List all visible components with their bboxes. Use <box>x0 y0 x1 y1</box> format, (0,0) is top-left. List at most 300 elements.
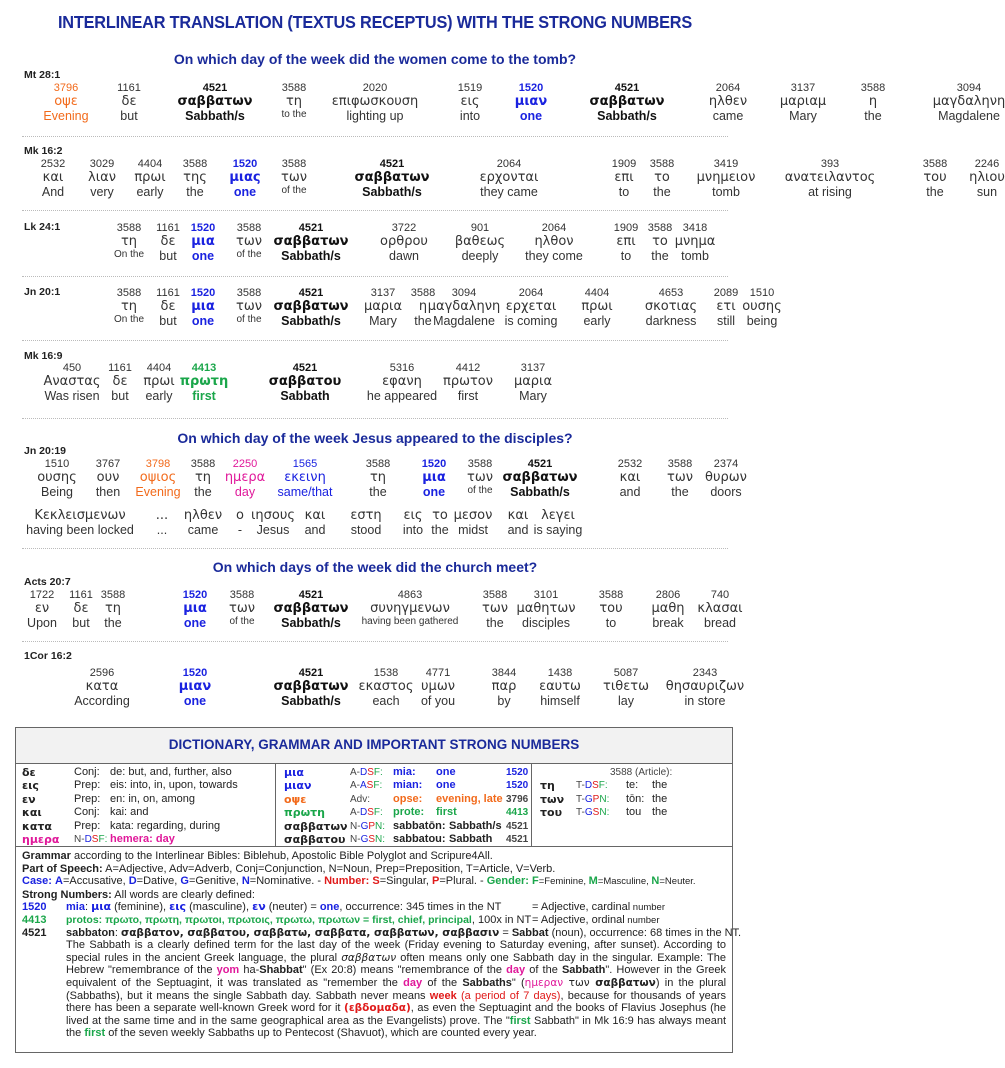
strong-number: 4521 <box>202 82 228 94</box>
greek-word: (εβδομαδα) <box>344 1002 411 1015</box>
strong-number: 2532 <box>40 158 66 170</box>
english-word: but <box>72 616 90 630</box>
greek-word: σαββατου <box>268 374 342 389</box>
dict-entry <box>284 779 531 792</box>
tag-case: D <box>360 767 368 778</box>
strong-number: 1161 <box>69 589 93 601</box>
english-word: to <box>618 185 630 199</box>
greek-word: των <box>667 470 693 485</box>
dict-def: hemera: day <box>110 832 175 845</box>
english-word: Magdalene <box>938 109 1000 123</box>
greek-word: η <box>868 94 878 109</box>
divider <box>22 548 728 549</box>
strong-number: 3588 <box>649 158 675 170</box>
strong-number: 2064 <box>518 287 544 299</box>
dict-word: δε <box>22 766 36 779</box>
article-heading-row <box>540 766 732 779</box>
verse-ref-mk169: Mk 16:9 <box>24 350 63 362</box>
greek-word: του <box>599 601 623 616</box>
text: : <box>84 901 92 914</box>
greek-word: και <box>507 508 529 523</box>
strong-number: 1722 <box>29 589 55 601</box>
greek-word: σαββατων <box>273 601 349 616</box>
english-word: in store <box>684 694 726 708</box>
greek-word: Κεκλεισμενων <box>34 508 126 523</box>
greek-word: σαββατων <box>273 234 349 249</box>
strong-number: 3588 <box>410 287 436 299</box>
dict-pos: Prep: <box>74 779 101 792</box>
greek-word: μια <box>191 299 215 314</box>
article-tag <box>576 779 608 792</box>
meaning: one <box>319 901 340 914</box>
english-word: one <box>233 185 257 199</box>
english-word: the <box>369 485 387 499</box>
gender-code: N <box>651 875 660 888</box>
highlight: day <box>506 964 526 977</box>
strong-number: 3588 <box>281 158 307 170</box>
text: of the <box>525 964 562 977</box>
dict-translit: sabbatou: <box>393 832 446 845</box>
english-word: the <box>414 314 432 328</box>
english-word: day <box>234 485 256 499</box>
english-word: into <box>459 109 481 123</box>
english-word: of the <box>467 485 493 496</box>
dict-entry <box>22 766 275 779</box>
number-text: =Plural. - <box>439 875 487 888</box>
strong-number: 2064 <box>715 82 741 94</box>
english-word: and <box>304 523 326 537</box>
english-word: Evening <box>135 485 181 499</box>
tag-part: A- <box>350 767 360 778</box>
dict-def: kata: regarding, during <box>110 819 221 832</box>
strong-number: 4521 <box>298 222 324 234</box>
english-word: himself <box>540 694 580 708</box>
english-word: one <box>183 616 207 630</box>
number-text: =Singular, <box>379 875 433 888</box>
grammar-line-case <box>22 875 726 889</box>
english-word: the <box>104 616 122 630</box>
dict-pos <box>74 833 107 846</box>
tag-gender: N: <box>599 793 610 805</box>
text: ". However in the Greek equivalent of the Septuagint, it was translated as "remember the <box>66 964 726 989</box>
article-def: the <box>652 806 668 819</box>
english-word: one <box>183 694 207 708</box>
dict-entry <box>22 833 275 846</box>
question-church-meet: On which days of the week did the church meet? <box>212 559 538 575</box>
strong-number: 1520 <box>518 82 544 94</box>
dict-translit: opse: <box>393 792 423 805</box>
text: , 100x in NT <box>471 913 532 926</box>
english-word: tomb <box>681 249 709 263</box>
text: , because for thousands of years there has been a separate well-known Greek word for it <box>66 989 726 1015</box>
greek-word: τη <box>120 299 138 314</box>
greek-word: τη <box>285 94 303 109</box>
case-text: =Genitive, <box>188 875 242 888</box>
english-word: Sabbath/s <box>597 109 657 123</box>
text: " (Ex 20:8) means "remembrance of the <box>302 964 507 977</box>
greek-word: σαββατων <box>273 679 349 694</box>
english-word: Was risen <box>44 389 100 403</box>
greek-word: δε <box>73 601 89 616</box>
strong-number: 3588 <box>116 287 142 299</box>
strong-number: 1565 <box>292 458 318 470</box>
greek-word: σκοτιας <box>644 299 698 314</box>
gender-code: M <box>588 875 598 888</box>
english-word: According <box>74 694 130 708</box>
greek-word: σαββατων <box>595 976 656 989</box>
strong-number: 3137 <box>370 287 396 299</box>
article-tag <box>576 806 609 819</box>
divider <box>22 276 728 277</box>
text: of the <box>422 976 463 989</box>
strong-number: 3101 <box>533 589 559 601</box>
dict-word: εις <box>22 779 39 793</box>
greek-word: του <box>923 170 947 185</box>
greek-word: ηλιου <box>969 170 1005 185</box>
english-word: but <box>159 249 177 263</box>
dict-pos: Conj: <box>74 806 100 819</box>
strong-number: 1161 <box>117 82 141 94</box>
dict-def: first <box>436 806 457 819</box>
dict-strong-number: 1520 <box>506 780 529 792</box>
strong-number: 3029 <box>89 158 115 170</box>
english-word: of the <box>236 249 262 260</box>
dict-word: οψε <box>284 792 307 806</box>
text: Sabbath" in Mk 16:9 has always meant the <box>66 1014 727 1040</box>
strong-label: Strong Numbers: <box>22 888 112 901</box>
greek-word: βαθεως <box>454 234 506 249</box>
grammar-line-strong <box>22 889 726 902</box>
english-word: is coming <box>504 314 558 328</box>
strong-number: 5316 <box>389 362 415 374</box>
english-word: Sabbath/s <box>281 314 341 328</box>
dict-tag <box>350 806 383 819</box>
strong-number: 2020 <box>362 82 388 94</box>
greek-word: παρ <box>491 679 517 694</box>
english-word: they come <box>525 249 583 263</box>
case-code: D <box>128 875 137 888</box>
strong-number: 1161 <box>108 362 132 374</box>
pos-text: A=Adjective, Adv=Adverb, Conj=Conjunction, N=Noun, Prep=Preposition, T=Article, V=Verb. <box>102 862 556 875</box>
verse-ref-acts207: Acts 20:7 <box>24 576 71 588</box>
strong-number: 3588 <box>365 458 391 470</box>
number-code: S <box>372 875 380 888</box>
grammar-notes <box>16 846 742 1040</box>
greek-word: ουσης <box>742 299 782 314</box>
strong-number: 1520 <box>190 287 216 299</box>
tag-case: G <box>360 820 369 832</box>
strong-entry-1520 <box>22 901 726 914</box>
text: = <box>499 926 512 939</box>
greek-word: μνημα <box>674 234 716 249</box>
greek-word: σαββατων <box>354 170 430 185</box>
english-word: Sabbath/s <box>281 694 341 708</box>
tag-part: A- <box>350 780 360 792</box>
tag-case: G <box>584 793 593 805</box>
strong-text: All words are clearly defined: <box>111 888 255 901</box>
english-word: having been gathered <box>361 616 459 627</box>
strong-number: 3588 <box>647 222 673 234</box>
dict-tag <box>350 793 370 806</box>
english-word: but <box>120 109 138 123</box>
dict-def: evening, late <box>436 792 503 805</box>
greek-word: μια <box>183 601 207 616</box>
greek-word: υμων <box>421 679 455 694</box>
greek-word: των <box>563 976 596 989</box>
english-word: to <box>605 616 617 630</box>
dict-strong-number: 4521 <box>506 833 529 845</box>
highlight: first <box>84 1027 106 1040</box>
grammar-line-source <box>22 850 726 863</box>
english-word: - <box>237 523 243 537</box>
article-entry <box>540 793 732 806</box>
grammar-line-pos <box>22 863 726 876</box>
text: number <box>630 902 665 914</box>
english-word: early <box>583 314 611 328</box>
text: ) in the plural (Sabbaths), but it means the single Sabbath day. Sabbath never means <box>66 976 727 1002</box>
greek-word: τη <box>104 601 122 616</box>
text: of the seven weekly Sabbaths up to Pentecost (Shavuot), which are counted every year. <box>105 1027 537 1040</box>
tag-part: T- <box>576 793 585 805</box>
greek-word: των <box>482 601 508 616</box>
strong-number: 3796 <box>53 82 79 94</box>
dict-word: εν <box>22 792 36 806</box>
english-word: Jesus <box>256 523 290 537</box>
dict-def: eis: into, in, upon, towards <box>110 779 238 792</box>
greek-word: σαββατων <box>589 94 665 109</box>
greek-word: σαββατων <box>177 94 253 109</box>
english-word: lay <box>618 694 634 708</box>
strong-number: 2064 <box>496 158 522 170</box>
highlight: Sabbath <box>561 964 606 977</box>
greek-word: εις <box>460 94 480 109</box>
tag-part: N- <box>350 833 361 845</box>
dict-word: μια <box>284 766 304 779</box>
english-word: early <box>145 389 173 403</box>
english-word: he appeared <box>366 389 438 403</box>
tag-case: D <box>84 833 92 845</box>
english-word: and <box>619 485 641 499</box>
dict-entry <box>284 793 531 806</box>
greek-word: πρωι <box>143 374 175 389</box>
english-word: one <box>519 109 543 123</box>
strong-word: protos: πρωτο, πρωτη, πρωτοι, πρωτοις, πρωτω, πρωτων = first, chief, principal <box>66 913 472 926</box>
english-word: one <box>422 485 446 499</box>
greek-word: μιαν <box>514 94 548 109</box>
tag-number: S <box>592 780 599 792</box>
strong-number: 2089 <box>713 287 739 299</box>
english-word: to <box>620 249 632 263</box>
strong-number: 4521 <box>614 82 640 94</box>
text: The Sabbath is a clearly defined term for the last day of the week (Friday evening to Saturday evening, after sunset). According to special rules in the ancient Greek language, the plural <box>66 939 726 964</box>
tag-case: G <box>360 833 369 845</box>
english-word: the <box>486 616 504 630</box>
strong-number: 1510 <box>44 458 70 470</box>
strong-number: 3588 <box>860 82 886 94</box>
greek-word: οψιος <box>139 470 177 485</box>
english-word: then <box>95 485 121 499</box>
english-word: Sabbath/s <box>281 249 341 263</box>
greek-word: εις <box>403 508 423 523</box>
strong-number: 4771 <box>425 667 451 679</box>
greek-word: επι <box>616 234 636 249</box>
dict-strong-number: 4413 <box>506 807 529 819</box>
tag-gender: F: <box>373 767 383 778</box>
english-word: Sabbath/s <box>281 616 341 630</box>
dict-strong-number: 4521 <box>506 820 529 832</box>
strong-number: 4863 <box>397 589 423 601</box>
text: " ( <box>511 976 525 989</box>
text: number <box>624 914 660 926</box>
english-word: And <box>41 185 65 199</box>
tag-gender: N: <box>375 833 386 845</box>
strong-number: 4413 <box>191 362 217 374</box>
divider <box>22 418 728 419</box>
dict-entry <box>22 779 275 792</box>
greek-word: το <box>654 170 670 185</box>
tag-gender: F: <box>598 780 608 792</box>
greek-word: σαββατων <box>273 299 349 314</box>
dict-def: one <box>436 766 456 778</box>
strong-number: 4521 <box>298 589 324 601</box>
strong-number: 3844 <box>491 667 517 679</box>
greek-word: κλασαι <box>697 601 743 616</box>
greek-word: τη <box>120 234 138 249</box>
english-word: break <box>652 616 684 630</box>
english-word: On the <box>113 249 145 260</box>
tag-number: S <box>592 807 600 819</box>
english-word: darkness <box>645 314 697 328</box>
english-word: bread <box>704 616 736 630</box>
verse-ref-jn201: Jn 20:1 <box>24 286 61 298</box>
strong-number: 3798 <box>145 458 171 470</box>
english-word: Sabbath/s <box>362 185 422 199</box>
gender-text: =Feminine, <box>538 876 589 888</box>
english-word: disciples <box>522 616 570 630</box>
case-label: Case: <box>22 875 52 888</box>
english-word: deeply <box>461 249 499 263</box>
english-word: lighting up <box>346 109 404 123</box>
greek-word: μιαν <box>178 679 212 694</box>
greek-word: Αναστας <box>43 374 101 389</box>
greek-word: εν <box>252 900 266 914</box>
classification <box>532 901 665 915</box>
greek-word: της <box>183 170 207 185</box>
divider <box>22 210 728 211</box>
dict-word: πρωτη <box>284 806 325 820</box>
english-word: Mary <box>519 389 547 403</box>
greek-word: η <box>418 299 428 314</box>
english-word: early <box>136 185 164 199</box>
strong-number: 4521 <box>298 667 324 679</box>
text: (noun), occurrence: 68 times in the NT. <box>548 926 742 939</box>
strong-number: 740 <box>710 589 730 601</box>
greek-word: ο <box>236 508 244 523</box>
text: ha- <box>239 964 260 977</box>
strong-number: 2532 <box>617 458 643 470</box>
article-heading: 3588 (Article): <box>610 767 673 778</box>
dict-word: ημερα <box>22 832 60 846</box>
greek-word: των <box>236 234 262 249</box>
english-word: of the <box>236 314 262 325</box>
greek-word: τιθετω <box>603 679 649 694</box>
dict-word: μιαν <box>284 779 312 793</box>
greek-word: και <box>42 170 64 185</box>
english-word: the <box>926 185 944 199</box>
english-word: ... <box>156 523 168 537</box>
english-word: having been locked <box>26 523 134 537</box>
greek-word: εκαστος <box>358 679 414 694</box>
strong-number: 1520 <box>232 158 258 170</box>
strong-number: 2250 <box>232 458 258 470</box>
page-title: INTERLINEAR TRANSLATION (TEXTUS RECEPTUS) WITH THE STRONG NUMBERS <box>57 12 693 32</box>
greek-word: ετι <box>716 299 736 314</box>
question-jesus-appeared: On which day of the week Jesus appeared to the disciples? <box>177 430 573 446</box>
case-text: =Dative, <box>136 875 181 888</box>
strong-number: 2246 <box>974 158 1000 170</box>
strong-number: 4404 <box>146 362 172 374</box>
greek-word: μαγδαληνη <box>932 94 1005 109</box>
greek-word: μαρια <box>513 374 553 389</box>
strong-entry-4521 <box>22 926 742 940</box>
greek-word: τη <box>369 470 387 485</box>
greek-word: δε <box>121 94 137 109</box>
text: (feminine), <box>111 901 170 914</box>
strong-number: 1438 <box>547 667 573 679</box>
meaning: Sabbat <box>511 926 549 939</box>
dict-pos: Prep: <box>74 819 101 832</box>
strong-number: 1519 <box>457 82 483 94</box>
english-word: one <box>191 314 215 328</box>
strong-number: 2064 <box>541 222 567 234</box>
dict-entry <box>284 833 531 846</box>
strong-number: 3767 <box>95 458 121 470</box>
gender-text: =Neuter. <box>659 876 696 888</box>
english-word: stood <box>350 523 382 537</box>
dictionary-column-2 <box>276 763 532 846</box>
article-word: των <box>540 792 565 806</box>
strong-number: 4653 <box>658 287 684 299</box>
greek-word: πρωι <box>134 170 166 185</box>
verse-ref-jn2019: Jn 20:19 <box>24 445 67 457</box>
greek-word: εστη <box>350 508 382 523</box>
greek-word: τη <box>194 470 212 485</box>
dict-word: κατα <box>22 819 52 833</box>
strong-word: sabbaton <box>66 926 115 939</box>
highlight: yom <box>216 964 240 977</box>
tag-number: S <box>91 833 99 845</box>
strong-number: 1510 <box>749 287 775 299</box>
dict-def: de: but, and, further, also <box>110 766 232 778</box>
english-word: Magdalene <box>433 314 495 328</box>
strong-number: 4413 <box>22 913 47 926</box>
tag-gender: N: <box>599 807 610 819</box>
strong-number: 3588 <box>236 222 262 234</box>
verse-ref-mt28: Mt 28:1 <box>24 69 61 81</box>
greek-word: θησαυριζων <box>665 679 745 694</box>
sabbath-explanation <box>22 939 726 1040</box>
strong-number: 3137 <box>520 362 546 374</box>
english-word: to the <box>281 109 307 120</box>
dict-entry <box>284 820 531 833</box>
dict-tag <box>350 766 383 779</box>
greek-word: ιησους <box>251 508 295 523</box>
dict-word: σαββατων <box>284 819 348 833</box>
dict-entry <box>284 806 531 819</box>
article-translit: tou <box>626 806 642 819</box>
dict-entry <box>284 766 531 779</box>
strong-number: 450 <box>62 362 82 374</box>
